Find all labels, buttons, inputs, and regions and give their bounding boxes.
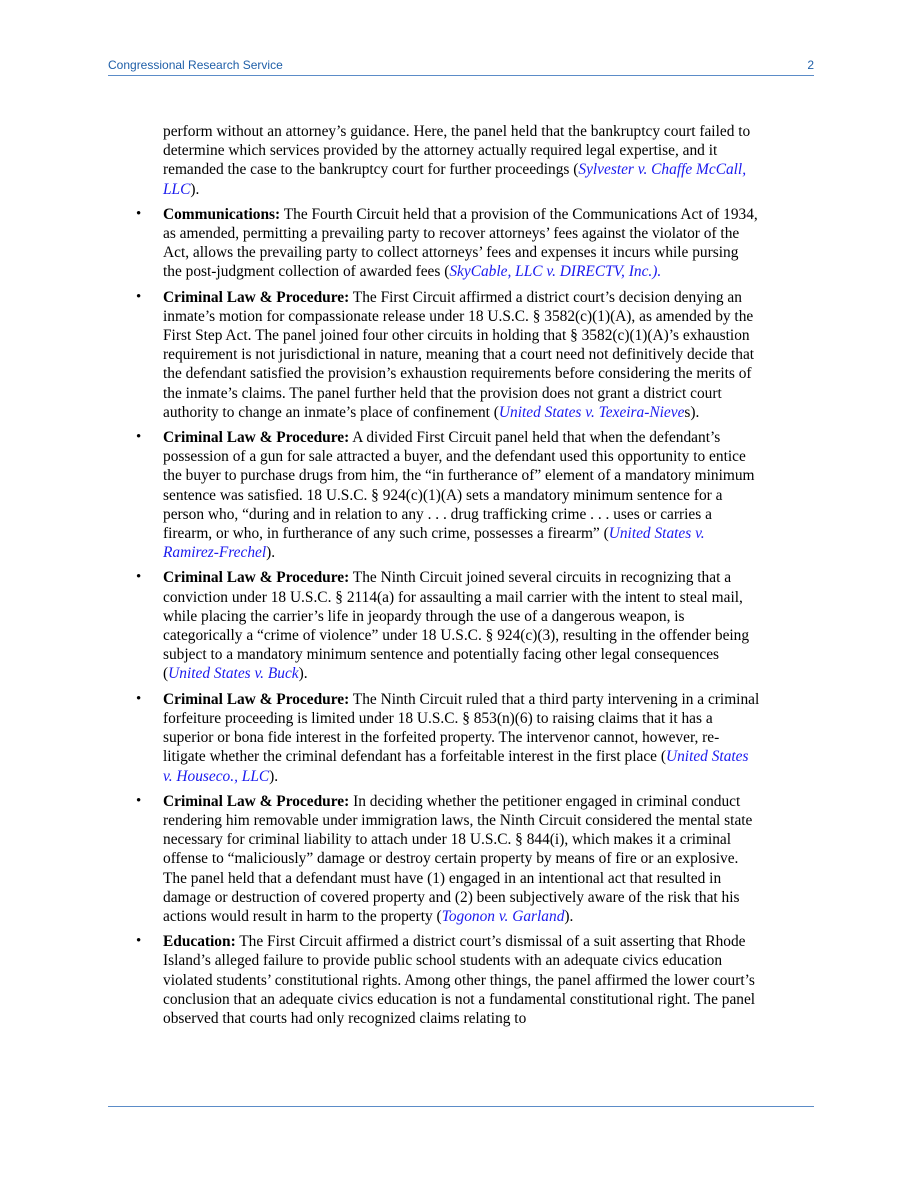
case-link[interactable]: SkyCable, LLC v. DIRECTV, Inc.). bbox=[449, 263, 662, 281]
topic-label: Criminal Law & Procedure: bbox=[163, 792, 350, 810]
item-tail: ). bbox=[269, 767, 279, 785]
item-tail: ). bbox=[564, 907, 574, 925]
case-link[interactable]: Togonon v. Garland bbox=[441, 907, 565, 925]
item-tail: s). bbox=[684, 403, 700, 421]
topic-label: Criminal Law & Procedure: bbox=[163, 690, 350, 708]
paragraph-text: perform without an attorney’s guidance. Here, the panel held that the bankruptcy court failed to determine which services provided by the attorney actually required legal expertise, and it remanded the case to the bankruptcy court for further proceedings ( bbox=[163, 123, 751, 179]
case-link[interactable]: United States v. Buck bbox=[168, 665, 299, 683]
bullet-icon: • bbox=[136, 429, 142, 446]
list-item bbox=[136, 568, 760, 683]
case-link[interactable]: Sylvester v. Chaffe McCall, LLC bbox=[163, 161, 747, 198]
list-item bbox=[136, 932, 760, 1028]
list-item bbox=[136, 205, 760, 282]
topic-label: Criminal Law & Procedure: bbox=[163, 569, 350, 587]
item-tail: ). bbox=[266, 544, 276, 562]
bullet-icon: • bbox=[136, 205, 142, 222]
case-link[interactable]: United States v. Houseco., LLC bbox=[163, 748, 749, 785]
item-text: The Fourth Circuit held that a provision of the Communications Act of 1934, as amended, permitting a prevailing party to recover attorneys’ fees against the violator of the Act, allows the prevailing party to collect attorneys’ fees and expenses it incurs while pursing the post-judgment collection of awarded fees ( bbox=[163, 205, 758, 281]
footer-rule bbox=[108, 1106, 814, 1107]
paragraph-tail: ). bbox=[190, 180, 200, 198]
case-link[interactable]: United States v. Texeira-Nieve bbox=[498, 403, 685, 421]
case-summary-list bbox=[136, 205, 760, 1028]
bullet-icon: • bbox=[136, 933, 142, 950]
topic-label: Education: bbox=[163, 933, 236, 951]
case-link[interactable]: United States v. Ramirez-Frechel bbox=[163, 525, 705, 562]
bullet-icon: • bbox=[136, 288, 142, 305]
item-text: The Ninth Circuit joined several circuits in recognizing that a conviction under 18 U.S.C. § 2114(a) for assaulting a mail carrier with the intent to steal mail, while placing the carrier’s life in jeopardy through the use of a dangerous weapon, is categorically a “crime of violence” under 18 U.S.C. § 924(c)(3), resulting in the offender being subject to a mandatory minimum sentence and potentially facing other legal consequences ( bbox=[163, 569, 750, 683]
topic-label: Criminal Law & Procedure: bbox=[163, 288, 350, 306]
bullet-icon: • bbox=[136, 792, 142, 809]
continued-paragraph bbox=[163, 122, 760, 199]
topic-label: Communications: bbox=[163, 205, 281, 223]
item-text: A divided First Circuit panel held that when the defendant’s possession of a gun for sale attracted a buyer, and the defendant used this opportunity to entice the buyer to purchase drugs from him, the “in furtherance of” element of a mandatory minimum sentence was satisfied. 18 U.S.C. § 924(c)(1)(A) sets a mandatory minimum sentence for a person who, “during and in relation to any . . . drug trafficking crime . . . uses or carries a firearm, or who, in furtherance of any such crime, possesses a firearm” ( bbox=[163, 429, 755, 543]
bullet-icon: • bbox=[136, 569, 142, 586]
item-tail: ). bbox=[298, 665, 308, 683]
page-header bbox=[108, 58, 814, 76]
bullet-icon: • bbox=[136, 690, 142, 707]
item-text: The First Circuit affirmed a district court’s dismissal of a suit asserting that Rhode Island’s alleged failure to provide public school students with an adequate civics education violated students’ constitutional rights. Among other things, the panel affirmed the lower court’s conclusion that an adequate civics education is not a fundamental constitutional right. The panel observed that courts had only recognized claims relating to bbox=[163, 933, 756, 1027]
list-item bbox=[136, 288, 760, 422]
topic-label: Criminal Law & Procedure: bbox=[163, 429, 350, 447]
header-org-name: Congressional Research Service bbox=[108, 58, 283, 72]
list-item bbox=[136, 792, 760, 926]
list-item bbox=[136, 690, 760, 786]
item-text: The Ninth Circuit ruled that a third party intervening in a criminal forfeiture proceeding is limited under 18 U.S.C. § 853(n)(6) to raising claims that it has a superior or bona fide interest in the forfeited property. The intervenor cannot, however, re-litigate whether the criminal defendant has a forfeitable interest in the first place ( bbox=[163, 690, 760, 766]
list-item bbox=[136, 428, 760, 562]
item-text: The First Circuit affirmed a district court’s decision denying an inmate’s motion for compassionate release under 18 U.S.C. § 3582(c)(1)(A), as amended by the First Step Act. The panel joined four other circuits in holding that § 3582(c)(1)(A)’s exhaustion requirement is not jurisdictional in nature, meaning that a court need not definitively decide that the defendant satisfied the provision’s exhaustion requirements before considering the merits of the inmate’s claims. The panel further held that the provision does not grant a district court authority to change an inmate’s place of confinement ( bbox=[163, 288, 755, 421]
document-body bbox=[136, 122, 760, 1034]
header-rule bbox=[108, 75, 814, 76]
header-page-number: 2 bbox=[807, 58, 814, 72]
item-text: In deciding whether the petitioner engaged in criminal conduct rendering him removable under immigration laws, the Ninth Circuit considered the mental state necessary for criminal liability to attach under 18 U.S.C. § 844(i), which makes it a criminal offense to “maliciously” damage or destroy certain property by means of fire or an explosive. The panel held that a defendant must have (1) engaged in an intentional act that resulted in damage or destruction of covered property and (2) been subjectively aware of the risk that his actions would result in harm to the property ( bbox=[163, 792, 753, 925]
